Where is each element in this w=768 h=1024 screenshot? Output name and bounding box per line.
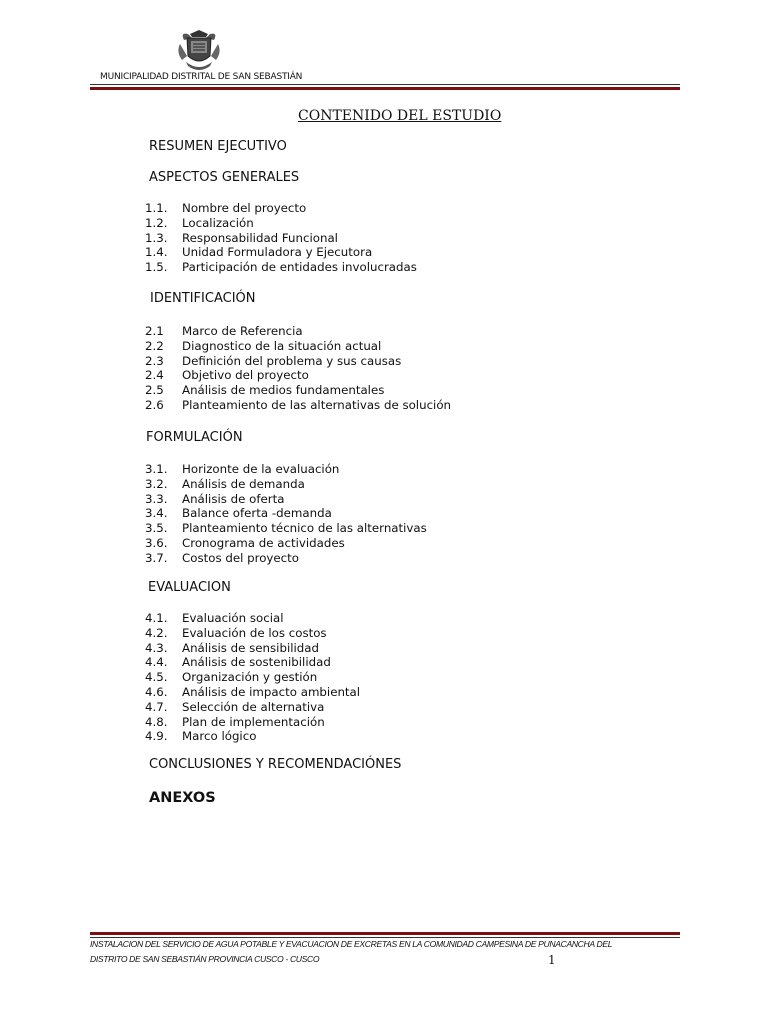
list-item: 4.8. Plan de implementación	[145, 714, 325, 729]
list-item: 1.5. Participación de entidades involucradas	[145, 260, 417, 275]
section-heading-identificacion: IDENTIFICACIÓN	[150, 291, 256, 306]
toc-list-evaluacion	[145, 611, 360, 744]
list-item: 2.6 Planteamiento de las alternativas de solución	[145, 397, 452, 412]
list-item: 2.2 Diagnostico de la situación actual	[145, 338, 382, 353]
list-item: 4.2. Evaluación de los costos	[145, 625, 327, 640]
section-heading-anexos: ANEXOS	[149, 790, 216, 806]
list-item: 3.2. Análisis de demanda	[145, 476, 305, 491]
footer-project-title-line1: INSTALACION DEL SERVICIO DE AGUA POTABLE Y EVACUACION DE EXCRETAS EN LA COMUNIDAD CAMPESINA DE PUNACANCHA DEL	[90, 939, 613, 949]
list-item: 2.3 Definición del problema y sus causas	[145, 353, 402, 368]
organization-name: MUNICIPALIDAD DISTRITAL DE SAN SEBASTIÁN	[100, 72, 303, 82]
section-heading-conclusiones: CONCLUSIONES Y RECOMENDACIÓNES	[149, 757, 402, 772]
list-item: 1.3. Responsabilidad Funcional	[145, 230, 338, 245]
list-item: 3.4. Balance oferta -demanda	[145, 506, 332, 521]
header-rule-thin	[90, 84, 680, 85]
document-title: CONTENIDO DEL ESTUDIO	[298, 108, 502, 124]
section-heading-aspectos: ASPECTOS GENERALES	[149, 170, 300, 185]
list-item: 3.5. Planteamiento técnico de las alternativas	[145, 521, 427, 536]
list-item: 1.2. Localización	[145, 215, 254, 230]
section-heading-formulacion: FORMULACIÓN	[146, 430, 243, 445]
municipal-crest-icon	[176, 28, 222, 72]
footer-rule-thick	[90, 932, 680, 935]
list-item: 4.6. Análisis de impacto ambiental	[145, 684, 361, 699]
list-item: 2.5 Análisis de medios fundamentales	[145, 383, 385, 398]
list-item: 4.7. Selección de alternativa	[145, 699, 325, 714]
footer-project-title-line2: DISTRITO DE SAN SEBASTIÁN PROVINCIA CUSCO - CUSCO	[90, 954, 320, 964]
toc-list-aspectos	[145, 201, 417, 275]
list-item: 2.4 Objetivo del proyecto	[145, 368, 309, 383]
list-item: 4.9. Marco lógico	[145, 729, 257, 744]
list-item: 3.7. Costos del proyecto	[145, 550, 299, 565]
page-number: 1	[548, 953, 556, 967]
section-heading-resumen: RESUMEN EJECUTIVO	[149, 139, 287, 154]
section-heading-evaluacion: EVALUACION	[148, 580, 231, 595]
list-item: 3.1. Horizonte de la evaluación	[145, 462, 340, 476]
toc-list-formulacion	[145, 462, 427, 566]
toc-list-identificacion	[145, 324, 451, 413]
list-item: 3.3. Análisis de oferta	[145, 491, 285, 506]
list-item: 1.1. Nombre del proyecto	[145, 201, 307, 215]
list-item: 4.5. Organización y gestión	[145, 670, 318, 685]
header-rule-thick	[90, 87, 680, 90]
list-item: 1.4. Unidad Formuladora y Ejecutora	[145, 245, 373, 260]
list-item: 4.1. Evaluación social	[145, 611, 284, 625]
footer-rule-thin	[90, 937, 680, 938]
list-item: 4.3. Análisis de sensibilidad	[145, 640, 319, 655]
list-item: 4.4. Análisis de sostenibilidad	[145, 655, 331, 670]
list-item: 2.1 Marco de Referencia	[145, 324, 303, 338]
list-item: 3.6. Cronograma de actividades	[145, 535, 345, 550]
